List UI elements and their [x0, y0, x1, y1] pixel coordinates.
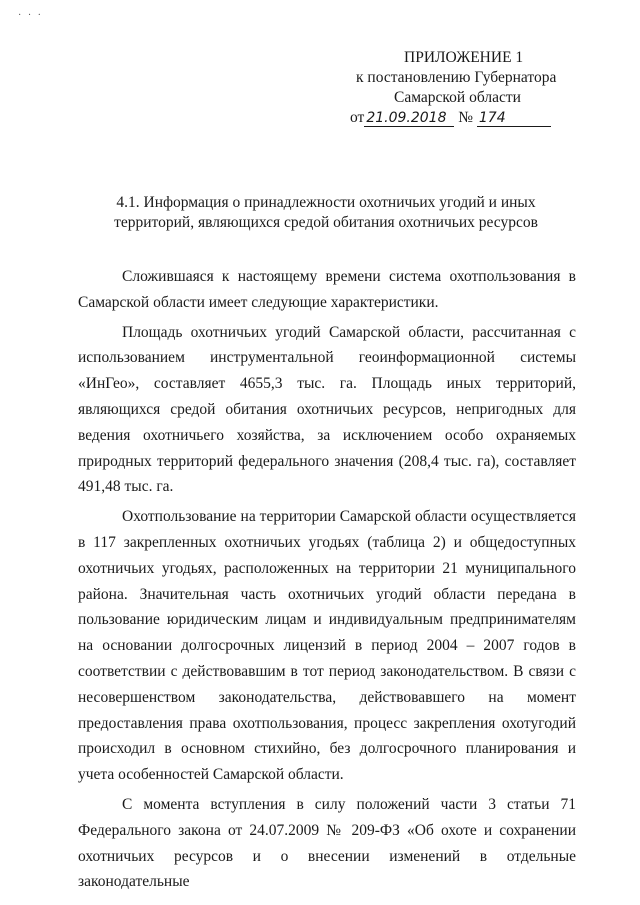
document-body — [78, 264, 576, 899]
appendix-block — [350, 48, 580, 128]
paragraph: Сложившаяся к настоящему времени система охотпользования в Самарской области имеет следующие характеристики. — [78, 268, 576, 311]
appendix-date-number-line — [350, 108, 580, 128]
appendix-decree-line: к постановлению Губернатора — [356, 69, 557, 86]
paragraph: Охотпользование на территории Самарской области осуществляется в 117 закрепленных охотничьих угодьях (таблица 2) и общедоступных охотничьих угодьях, расположенных на территории 21 муниципального района. Значительная часть охотничьих угодий области передана в пользование юридическим лицам и индивидуальным предпринимателям на основании долгосрочных лицензий в период 2004 – 2007 годов в соответствии с действовавшим в тот период законодательством. В связи с несовершенством законодательства, действовавшего на момент предоставления права охотпользования, процесс закрепления охотугодий происходил в основном стихийно, без долгосрочного планирования и учета особенностей Самарской области. — [78, 508, 576, 784]
handwritten-number: 174 — [477, 110, 551, 127]
handwritten-date: 21.09.2018 — [364, 110, 454, 127]
paragraph: Площадь охотничьих угодий Самарской области, рассчитанная с использованием инструментальной геоинформационной системы «ИнГео», составляет 4655,3 тыс. га. Площадь иных территорий, являющихся средой обитания охотничьих ресурсов, непригодных для ведения охотничьего хозяйства, за исключением особо охраняемых природных территорий федерального значения (208,4 тыс. га), составляет 491,48 тыс. га. — [78, 323, 576, 496]
appendix-title: ПРИЛОЖЕНИЕ 1 — [404, 49, 524, 66]
section-heading: 4.1. Информация о принадлежности охотничьих угодий и иных территорий, являющихся средой обитания охотничьих ресурсов — [114, 194, 538, 231]
number-prefix: № — [458, 109, 473, 126]
appendix-region-line: Самарской области — [394, 89, 521, 106]
paragraph: С момента вступления в силу положений части 3 статьи 71 Федерального закона от 24.07.2009 № 209-ФЗ «Об охоте и сохранении охотничьих ресурсов и о внесении изменений в отдельные законодательные — [78, 795, 576, 891]
scan-mark: · · · — [18, 10, 43, 21]
date-prefix: от — [350, 109, 365, 126]
